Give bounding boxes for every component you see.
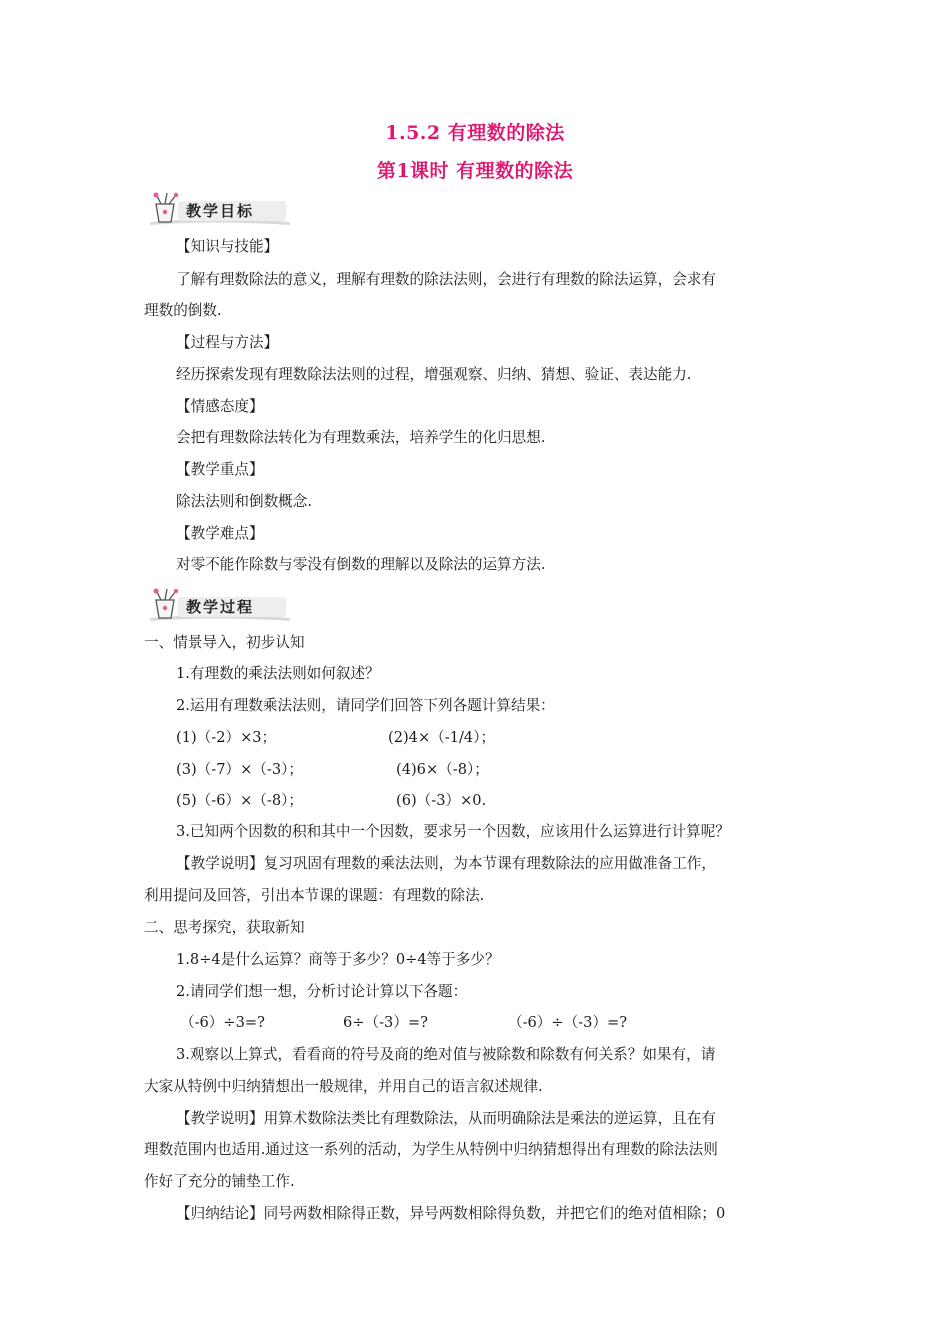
- teaching-note-2-line3: 作好了充分的铺垫工作.: [144, 1173, 295, 1190]
- teaching-note-2-line1: 【教学说明】用算术数除法类比有理数除法，从而明确除法是乘法的逆运算，且在有: [176, 1110, 716, 1127]
- lesson-title: 1.5.2 有理数的除法: [385, 122, 565, 144]
- key-point-text: 除法法则和倒数概念.: [176, 493, 312, 510]
- emotion-text: 会把有理数除法转化为有理数乘法，培养学生的化归思想.: [176, 429, 546, 446]
- part2-question-3-line1: 3.观察以上算式，看看商的符号及商的绝对值与被除数和除数有何关系？如果有，请: [176, 1046, 716, 1063]
- question-3: 3.已知两个因数的积和其中一个因数，要求另一个因数，应该用什么运算进行计算呢？: [176, 823, 730, 840]
- conclusion-line1: 【归纳结论】同号两数相除得正数，异号两数相除得负数，并把它们的绝对值相除；0: [176, 1205, 726, 1222]
- knowledge-text-line1: 了解有理数除法的意义，理解有理数的除法法则，会进行有理数的除法运算，会求有: [176, 271, 716, 288]
- part1-heading: 一、情景导入，初步认知: [144, 634, 305, 651]
- question-1: 1.有理数的乘法法则如何叙述？: [176, 665, 380, 682]
- part2-heading: 二、思考探究，获取新知: [144, 919, 305, 936]
- lesson-subtitle: 第1课时 有理数的除法: [376, 160, 574, 182]
- question-2: 2.运用有理数乘法法则，请同学们回答下列各题计算结果：: [176, 697, 555, 714]
- teaching-note-1-line1: 【教学说明】复习巩固有理数的乘法法则，为本节课有理数除法的应用做准备工作，: [176, 855, 716, 872]
- exercise-6: (6)（-3）×0.: [396, 792, 487, 809]
- teaching-process-badge: [144, 588, 290, 620]
- teaching-process-label: 教学过程: [186, 598, 255, 616]
- part2-question-2: 2.请同学们想一想，分析讨论计算以下各题：: [176, 983, 468, 1000]
- knowledge-text-line2: 理数的倒数.: [144, 302, 222, 319]
- calc-2: 6÷（-3）=?: [343, 1014, 428, 1031]
- difficulty-heading: 【教学难点】: [176, 525, 264, 542]
- exercise-4: (4)6×（-8）；: [396, 761, 489, 778]
- process-method-text: 经历探索发现有理数除法法则的过程，增强观察、归纳、猜想、验证、表达能力.: [176, 366, 692, 383]
- exercise-2: (2)4×（-1/4）；: [388, 729, 496, 746]
- part2-question-3-line2: 大家从特例中归纳猜想出一般规律，并用自己的语言叙述规律.: [144, 1078, 543, 1095]
- exercise-5: (5)（-6）×（-8）；: [176, 792, 304, 809]
- teaching-note-1-line2: 利用提问及回答，引出本节课的课题：有理数的除法.: [144, 887, 485, 904]
- calc-3: （-6）÷（-3）=?: [508, 1014, 628, 1031]
- process-method-heading: 【过程与方法】: [176, 334, 279, 351]
- teaching-goals-label: 教学目标: [186, 202, 255, 220]
- exercise-1: (1)（-2）×3；: [176, 729, 277, 746]
- calc-1: （-6）÷3=?: [180, 1014, 265, 1031]
- part2-question-1: 1.8÷4是什么运算？商等于多少？0÷4等于多少？: [176, 951, 500, 968]
- exercise-3: (3)（-7）×（-3）；: [176, 761, 304, 778]
- emotion-heading: 【情感态度】: [176, 398, 264, 415]
- key-point-heading: 【教学重点】: [176, 461, 264, 478]
- knowledge-heading: 【知识与技能】: [176, 238, 279, 255]
- teaching-note-2-line2: 理数范围内也适用.通过这一系列的活动，为学生从特例中归纳猜想得出有理数的除法法则: [144, 1141, 718, 1158]
- difficulty-text: 对零不能作除数与零没有倒数的理解以及除法的运算方法.: [176, 556, 546, 573]
- teaching-goals-badge: [144, 192, 290, 224]
